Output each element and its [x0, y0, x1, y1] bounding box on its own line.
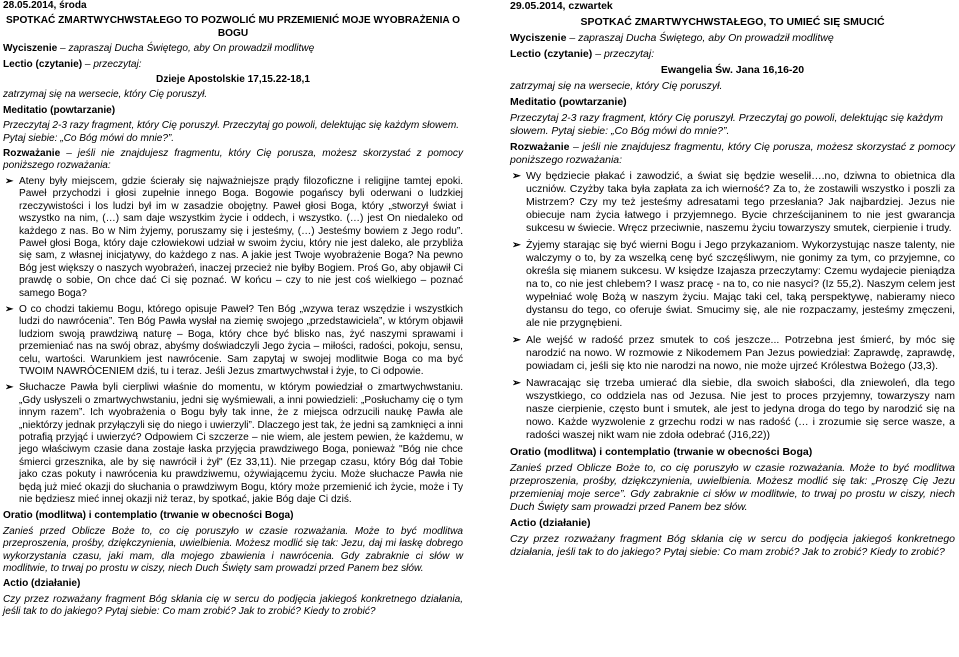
- arrow-bullet-icon: ➢: [5, 175, 14, 187]
- right-reading-ref: Ewangelia Św. Jana 16,16-20: [660, 64, 805, 76]
- list-item: [510, 170, 955, 235]
- right-lectio-text: – przeczytaj:: [592, 48, 655, 60]
- left-title: SPOTKAĆ ZMARTWYCHWSTAŁEGO TO POZWOLIĆ MU PRZEMIENIĆ MOJE WYOBRAŻENIA O BOGU: [5, 15, 461, 39]
- list-item: [3, 382, 463, 506]
- left-actio-label: Actio (działanie): [3, 578, 81, 590]
- list-item: [510, 377, 955, 442]
- list-item: [510, 334, 955, 373]
- left-meditatio-text: Przeczytaj 2-3 razy fragment, który Cię poruszył. Przeczytaj go powoli, delektując się każdym słowem. Pytaj siebie: „Co Bóg mówi do mnie?”.: [3, 120, 460, 144]
- left-rozwazanie-label: Rozważanie: [3, 148, 61, 160]
- list-item: [3, 176, 463, 300]
- right-oratio-label: Oratio (modlitwa) i contemplatio (trwanie w obecności Boga): [510, 446, 813, 458]
- left-meditatio-label: Meditatio (powtarzanie): [3, 104, 116, 116]
- right-wyciszenie-text: – zapraszaj Ducha Świętego, aby On prowadził modlitwę: [566, 32, 834, 44]
- left-oratio-text: Zanieś przed Oblicze Boże to, co cię poruszyło w czasie rozważania. Może to być modlitwa przeproszenia, prośby, dziękczynienia, uwielbienia. Możesz modlić się tak: Jezu, daj mi łaskę dobrego wykorzystania czasu, jaki mam, dla mojego zbawienia i nawrócenia. Gdy zabraknie ci słów w modlitwie, to trwaj po prostu w ciszy, niech Duch Święty sam prowadzi przed Panem bez słów.: [3, 525, 463, 575]
- left-bullet-list: [3, 176, 463, 507]
- right-date: 29.05.2014, czwartek: [510, 0, 613, 12]
- right-lectio-label: Lectio (czytanie): [510, 48, 593, 60]
- right-oratio-text: Zanieś przed Oblicze Boże to, co cię poruszyło w czasie rozważania. Może to być modlitwa przeproszenia, prośby, dziękczynienia, uwielbienia. Możesz modlić się tak: „Proszę Cię Jezu przemieniaj moje serce”. Gdy zabraknie ci słów w modlitwie, to trwaj po prostu w ciszy, niech Duch Święty sam prowadzi przed Panem bez słów.: [510, 462, 955, 513]
- arrow-bullet-icon: ➢: [512, 239, 521, 251]
- left-lectio-text: – przeczytaj:: [82, 58, 142, 70]
- left-wyciszenie-text: – zapraszaj Ducha Świętego, aby On prowadził modlitwę: [57, 43, 315, 55]
- left-rozwazanie: [3, 148, 463, 173]
- left-date: 28.05.2014, środa: [3, 0, 87, 11]
- right-title: SPOTKAĆ ZMARTWYCHWSTAŁEGO, TO UMIEĆ SIĘ SMUCIĆ: [580, 16, 885, 28]
- right-actio-label: Actio (działanie): [510, 517, 591, 529]
- left-actio-text: Czy przez rozważany fragment Bóg skłania cię w sercu do podjęcia jakiegoś konkretnego działania, jeśli tak to do jakiego? Pytaj siebie: Co mam zrobić? Jak to zrobić? Kiedy to zrobić?: [3, 593, 463, 618]
- left-column: [3, 0, 463, 622]
- arrow-bullet-icon: ➢: [512, 377, 521, 389]
- arrow-bullet-icon: ➢: [512, 334, 521, 346]
- left-stop-text: zatrzymaj się na wersecie, który Cię poruszył.: [3, 89, 208, 101]
- left-bullet-text: O co chodzi takiemu Bogu, którego opisuje Paweł? Ten Bóg „wzywa teraz wszędzie i wszystkich ludzi do nawrócenia”. Ten Bóg Pawła wysłał na ziemię swojego „przedstawiciela”, w którym objawił ludziom swoją prawdziwą naturę – Boga, który chce być blisko nas, żyć naszymi sprawami i przemieniać nas na swój obraz, abyśmy doświadczyli Jego życia – miłości, radości, pokoju, sensu, celu, wartości. Warunkiem jest nawrócenie. Sam zapytaj w swojej modlitwie Boga co ma być TWOIM NAWRÓCENIEM dziś, tu i teraz. Jeśli Jezus zmartwychwstał i żyje, to Ci odpowie.: [19, 303, 463, 377]
- right-actio-text: Czy przez rozważany fragment Bóg skłania cię w sercu do podjęcia jakiegoś konkretnego działania, jeśli tak to do jakiego? Pytaj siebie: Co mam zrobić? Jak to zrobić? Kiedy to zrobić?: [510, 533, 955, 558]
- right-wyciszenie-label: Wyciszenie: [510, 32, 567, 44]
- left-oratio-label: Oratio (modlitwa) i contemplatio (trwanie w obecności Boga): [3, 510, 294, 522]
- left-reading-ref: Dzieje Apostolskie 17,15.22-18,1: [156, 74, 310, 86]
- list-item: [3, 304, 463, 378]
- left-bullet-text: Ateny były miejscem, gdzie ścierały się najważniejsze prądy filozoficzne i religijne tamtej epoki. Paweł przychodzi i głosi zupełnie innego Boga. Bogowie pogańscy byli oderwani o ludzkiej rzeczywistości i los ludzi był im w zasadzie obojętny. Paweł głosi Boga, który „stworzył świat i wszystko na nim, (…) sam daje wszystkim życie i oddech, i wszystko. (…) jest On niedaleko od każdego z nas. Bo w Nim żyjemy, poruszamy się i jesteśmy, (…) Jesteśmy bowiem z Jego rodu”. Paweł głosi Boga, który daje człowiekowi udział w swoim życiu, który nie jest daleko, ale przybliża się sam, z własnej inicjatywy, do każdego z nas. A jakie jest Twoje wyobrażenie Boga? Na pewno Bóg jest większy o naszych wyobrażeń, inaczej przecież nie byłby Bogiem. Proś Go, aby objawił Ci prawdę o sobie, On chce dać Ci się poznać. W końcu – czy to nie jest coś wielkiego – poznać samego Boga?: [19, 175, 463, 299]
- list-item: [510, 239, 955, 330]
- right-rozwazanie: [510, 141, 955, 167]
- right-bullet-text: Ale wejść w radość przez smutek to coś jeszcze... Potrzebna jest śmierć, by móc się narodzić na nowo. W rozmowie z Nikodemem Pan Jezus powiedział: Zaprawdę, zaprawdę, powiadam ci, jeśli się kto nie narodzi na nowo, nie może ujrzeć Królestwa Bożego (J3,3).: [526, 334, 955, 372]
- right-bullet-text: Wy będziecie płakać i zawodzić, a świat się będzie weselił….no, dziwna to obietnica dla uczniów. Czyżby taka była zapłata za ich wierność? Za to, że zostawili wszystko i poszli za Mistrzem? Czy my też jesteśmy adresatami tego przesłania? Jak najbardziej. Jezus nie obiecuje nam życia łatwego i przyjemnego. Bycie chrześcijaninem to nie jest gwarancja sukcesu w świecie. Wręcz przeciwnie, naszemu życiu towarzyszy smutek, cierpienie i trudy.: [526, 170, 955, 234]
- arrow-bullet-icon: ➢: [5, 303, 14, 315]
- right-bullet-text: Żyjemy starając się być wierni Bogu i Jego przykazaniom. Wykorzystując nasze talenty, nie walczymy o to, by za wszelką cenę być szczęśliwym, nie gonimy za tym, co przyjemne, co określa się mianem sukcesu. W księdze Izajasza przeczytamy: Czemu wydajecie pieniądza na to, co nie jest chlebem? I wasz pracę - na to, co nie nasyci? (Iz 55,2). Naszym celem jest wypełniać wolę Bożą w naszym życiu. Mając taki cel, taką perspektywę, nabieramy nieco dystansu do tego, co oferuje świat. Smucimy się, ale nie rozpaczamy, jesteśmy zmęczeni, ale nie przygnębieni.: [526, 239, 955, 329]
- right-rozwazanie-label: Rozważanie: [510, 141, 570, 153]
- right-meditatio-label: Meditatio (powtarzanie): [510, 96, 627, 108]
- left-lectio: [3, 59, 463, 71]
- right-rozwazanie-text: – jeśli nie znajdujesz fragmentu, który Cię porusza, możesz skorzystać z pomocy poniższego rozważania:: [510, 141, 955, 166]
- right-wyciszenie: [510, 32, 955, 45]
- right-column: [510, 0, 955, 562]
- left-bullet-text: Słuchacze Pawła byli cierpliwi właśnie do momentu, w którym powiedział o zmartwychwstaniu. „Gdy usłyszeli o zmartwychwstaniu, jedni się wyśmiewali, a inni powiedzieli: „Posłuchamy cię o tym innym razem”. Ich wyobrażenia o Bogu były tak inne, że z miejsca odrzucili naukę Pawła ale „niektórzy jednak przyłączyli się do niego i uwierzyli”. Dlaczego jest tak, że jedni są zamknięci a inni potrafią przyjąć i uwierzyć? Odpowiem Ci szczerze – nie wiem, ale jestem pewien, że każdemu, w jego właściwym czasie dana zostaje łaska przyjęcia prawdziwego Boga, ponieważ "Bóg nie chce śmierci grzesznika, ale by się nawrócił i żył" (Ez 33,11). Nie przegap czasu, który Bóg dał Tobie jako czas pokuty i nawrócenia ku prawdziwemu, ożywiającemu życiu. Może słuchacze Pawła nie będą już mieć okazji do słuchania o prawdziwym Bogu, który może przemienić ich życie, może i Ty nie będziesz mieć innej okazji niż teraz, by spotkać, jakie Bóg daje Ci dziś.: [19, 382, 463, 506]
- left-lectio-label: Lectio (czytanie): [3, 58, 83, 70]
- right-stop-text: zatrzymaj się na wersecie, który Cię poruszył.: [510, 80, 723, 92]
- arrow-bullet-icon: ➢: [5, 382, 14, 394]
- left-rozwazanie-text: – jeśli nie znajdujesz fragmentu, który Cię porusza, możesz skorzystać z pomocy poniższego rozważania:: [3, 148, 463, 172]
- left-wyciszenie: [3, 43, 463, 55]
- right-lectio: [510, 48, 955, 61]
- right-bullet-list: [510, 170, 955, 442]
- right-meditatio-text: Przeczytaj 2-3 razy fragment, który Cię poruszył. Przeczytaj go powoli, delektując się każdym słowem. Pytaj siebie: „Co Bóg mówi do mnie?”.: [510, 112, 943, 137]
- left-wyciszenie-label: Wyciszenie: [3, 43, 58, 55]
- arrow-bullet-icon: ➢: [512, 170, 521, 182]
- right-bullet-text: Nawracając się trzeba umierać dla siebie, dla swoich słabości, dla zniewoleń, dla tego wszystkiego, co oddziela nas od Jezusa. Nie jest to proces przyjemny, towarzyszy nam nasze cierpienie, często bunt i smutek, ale jest to jedyna droga do tego by narodzić się na nowo. Każde wyzwolenie z grzechu rodzi w nas radość (… i zrozumie się serce wasze, a radości waszej nikt wam nie zdoła odebrać (J16,22)): [526, 377, 955, 441]
